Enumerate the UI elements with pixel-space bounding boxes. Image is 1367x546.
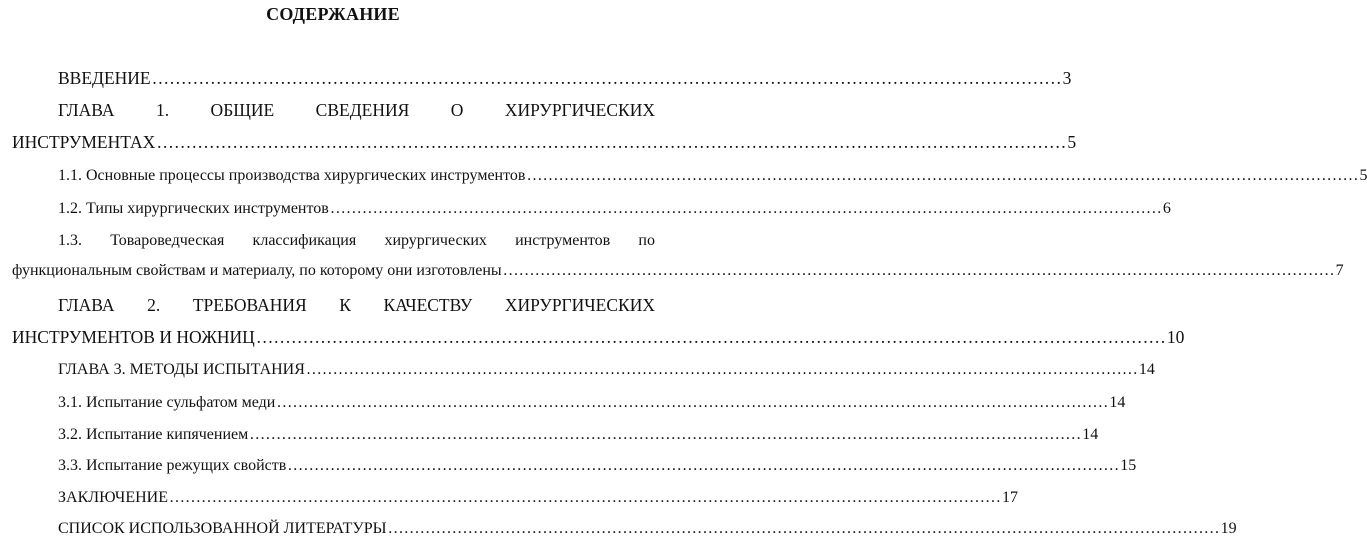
toc-entry-text: ГЛАВА 3. МЕТОДЫ ИСПЫТАНИЯ bbox=[58, 361, 305, 378]
toc-entry-text: СПИСОК ИСПОЛЬЗОВАННОЙ ЛИТЕРАТУРЫ bbox=[58, 520, 387, 537]
toc-page-number: 7 bbox=[1335, 262, 1344, 279]
toc-entry-references bbox=[58, 520, 1237, 544]
toc-page-number: 19 bbox=[1220, 520, 1237, 537]
toc-entry-text: ИНСТРУМЕНТАХ bbox=[12, 132, 156, 152]
toc-page-number: 14 bbox=[1109, 394, 1126, 411]
toc-entry-intro bbox=[58, 68, 1072, 92]
toc-entry-s33 bbox=[58, 457, 1137, 481]
toc-entry-text: ВВЕДЕНИЕ bbox=[58, 68, 151, 88]
toc-entry-s13-line1 bbox=[58, 232, 655, 256]
toc-page-number: 10 bbox=[1166, 327, 1185, 347]
toc-page-number: 15 bbox=[1120, 457, 1137, 474]
toc-entry-text: ИНСТРУМЕНТОВ И НОЖНИЦ bbox=[12, 327, 255, 347]
toc-page-number: 5 bbox=[1359, 167, 1367, 184]
toc-entry-s11 bbox=[58, 167, 1367, 191]
toc-entry-text: ГЛАВА 1. ОБЩИЕ СВЕДЕНИЯ О ХИРУРГИЧЕСКИХ bbox=[58, 100, 655, 120]
toc-page-number: 17 bbox=[1001, 489, 1018, 506]
toc-entry-text: функциональным свойствам и материалу, по которому они изготовлены bbox=[12, 262, 502, 279]
toc-page-number: 14 bbox=[1138, 361, 1155, 378]
toc-entry-text: 1.3. Товароведческая классификация хирургических инструментов по bbox=[58, 232, 655, 249]
toc-leader-dots: ………………………………………………………………………………………………………………………………………… bbox=[329, 200, 1162, 217]
toc-page-number: 14 bbox=[1082, 426, 1099, 443]
toc-leader-dots: ………………………………………………………………………………………………………………………………………… bbox=[526, 167, 1359, 184]
toc-entry-ch1-line1 bbox=[58, 100, 655, 124]
toc-leader-dots: ………………………………………………………………………………………………………………………………………… bbox=[305, 361, 1138, 378]
toc-leader-dots: ………………………………………………………………………………………………………………………………………… bbox=[151, 68, 1062, 88]
toc-leader-dots: ………………………………………………………………………………………………………………………………………… bbox=[502, 262, 1335, 279]
toc-entry-s13-line2 bbox=[12, 262, 1344, 286]
toc-entry-ch1-line2 bbox=[12, 132, 1077, 156]
toc-entry-text: ЗАКЛЮЧЕНИЕ bbox=[58, 489, 168, 506]
toc-entry-text: 3.3. Испытание режущих свойств bbox=[58, 457, 287, 474]
toc-entry-ch2-line2 bbox=[12, 327, 1185, 351]
toc-entry-s31 bbox=[58, 394, 1126, 418]
toc-leader-dots: ………………………………………………………………………………………………………………………………………… bbox=[287, 457, 1120, 474]
toc-leader-dots: ………………………………………………………………………………………………………………………………………… bbox=[276, 394, 1109, 411]
toc-page-number: 6 bbox=[1162, 200, 1171, 217]
toc-page-number: 3 bbox=[1062, 68, 1072, 88]
toc-entry-text: 1.1. Основные процессы производства хирургических инструментов bbox=[58, 167, 526, 184]
toc-title: СОДЕРЖАНИЕ bbox=[266, 4, 400, 24]
toc-entry-s32 bbox=[58, 426, 1099, 450]
toc-entry-text: ГЛАВА 2. ТРЕБОВАНИЯ К КАЧЕСТВУ ХИРУРГИЧЕСКИХ bbox=[58, 295, 655, 315]
toc-leader-dots: ………………………………………………………………………………………………………………………………………… bbox=[168, 489, 1001, 506]
toc-entry-s12 bbox=[58, 200, 1171, 224]
toc-page-number: 5 bbox=[1067, 132, 1077, 152]
toc-leader-dots: ………………………………………………………………………………………………………………………………………… bbox=[255, 327, 1166, 347]
toc-leader-dots: ………………………………………………………………………………………………………………………………………… bbox=[387, 520, 1220, 537]
toc-entry-text: 3.2. Испытание кипячением bbox=[58, 426, 249, 443]
toc-entry-ch3 bbox=[58, 361, 1155, 385]
toc-entry-text: 1.2. Типы хирургических инструментов bbox=[58, 200, 329, 217]
toc-leader-dots: ………………………………………………………………………………………………………………………………………… bbox=[156, 132, 1067, 152]
toc-leader-dots: ………………………………………………………………………………………………………………………………………… bbox=[249, 426, 1082, 443]
toc-entry-ch2-line1 bbox=[58, 295, 655, 319]
toc-entry-conclusion bbox=[58, 489, 1018, 513]
toc-entry-text: 3.1. Испытание сульфатом меди bbox=[58, 394, 276, 411]
